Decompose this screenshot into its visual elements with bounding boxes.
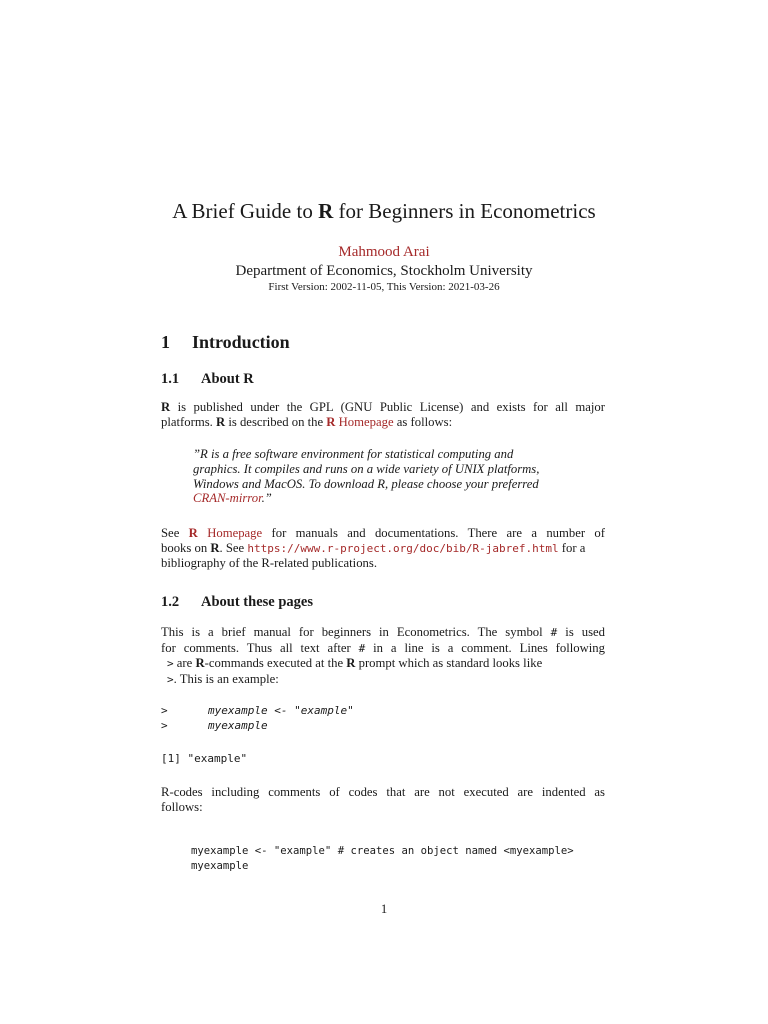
prompt-symbol: >: [167, 672, 174, 686]
text-run: . See: [219, 540, 248, 555]
author-link[interactable]: Mahmood Arai: [338, 244, 430, 260]
subsection-heading-about-r: [161, 369, 254, 389]
link-bold-r: R: [188, 526, 198, 540]
code-command: myexample <- "example": [208, 704, 354, 717]
bold-r: R: [210, 540, 220, 555]
bold-r: R: [215, 414, 226, 429]
quote-line: Windows and MacOS. To download R, please choose your preferred: [193, 476, 539, 491]
paragraph-line: [161, 656, 605, 672]
prompt-symbol: >: [161, 719, 168, 732]
paragraph-manuals: [161, 526, 605, 571]
text-run: for comments. Thus all text after: [161, 640, 359, 655]
cran-mirror-link[interactable]: CRAN-mirror: [193, 491, 262, 506]
paragraph-line: [161, 672, 605, 688]
text-run: is used: [557, 625, 606, 639]
link-bold-r: R: [326, 414, 336, 429]
blockquote-r-description: [193, 447, 574, 506]
section-number: 1: [161, 332, 170, 352]
section-heading-introduction: [161, 330, 290, 354]
hash-symbol: #: [358, 641, 366, 655]
page-number: 1: [380, 902, 388, 916]
section-title: Introduction: [192, 332, 290, 352]
paragraph-line: R-codes including comments of codes that are not executed are indented as: [161, 785, 605, 799]
prompt-symbol: >: [161, 704, 168, 717]
code-output: [1] "example": [161, 752, 248, 765]
prompt-symbol: >: [167, 657, 174, 671]
text-run: See: [161, 526, 189, 540]
paragraph-line: [161, 526, 605, 541]
paragraph-line: [161, 641, 605, 657]
paragraph-line: follows:: [161, 799, 203, 814]
r-homepage-link[interactable]: [189, 526, 262, 540]
code-line: myexample: [191, 860, 249, 872]
subsection-heading-about-these-pages: [161, 592, 313, 612]
code-line: myexample <- "example" # creates an object named <myexample>: [191, 845, 574, 857]
text-run: .”: [261, 491, 272, 506]
title-pre: A Brief Guide to: [172, 199, 319, 223]
subsection-number: 1.1: [161, 371, 180, 387]
quote-line: graphics. It compiles and runs on a wide variety of UNIX platforms,: [193, 461, 540, 476]
text-run: books on: [161, 540, 211, 555]
text-run: . This is an example:: [173, 671, 279, 686]
code-command: myexample: [208, 719, 268, 732]
text-run: platforms.: [161, 414, 216, 429]
text-run: This is a brief manual for beginners in Econometrics. The symbol: [161, 625, 551, 639]
text-run: in a line is a comment. Lines following: [365, 640, 605, 655]
text-run: for manuals and documentations. There are a number of: [262, 526, 605, 540]
hash-symbol: #: [550, 626, 558, 639]
affiliation: Department of Economics, Stockholm University: [235, 263, 533, 279]
paragraph-line: [161, 400, 605, 415]
title-post: for Beginners in Econometrics: [333, 199, 596, 223]
paragraph-line: [161, 541, 605, 557]
text-run: for a: [558, 540, 586, 555]
bold-r: R: [195, 656, 205, 671]
bold-r: R: [161, 400, 171, 414]
subsection-title: About these pages: [201, 594, 313, 610]
paragraph-indented-codes: [161, 785, 605, 814]
text-run: -commands executed at the: [204, 656, 347, 671]
quote-line: [193, 491, 574, 506]
text-run: is published under the GPL (GNU Public License) and exists for all major: [170, 400, 605, 414]
paragraph-about-r: [161, 400, 605, 429]
text-run: is described on the: [225, 414, 327, 429]
bold-r: R: [346, 656, 356, 671]
paragraph-about-pages: [161, 625, 605, 687]
text-run: are: [173, 656, 196, 671]
text-run: as follows:: [393, 414, 453, 429]
code-block-example: [161, 703, 354, 733]
subsection-title: About R: [201, 371, 254, 387]
document-title: [0, 197, 768, 225]
paragraph-line: [161, 625, 605, 641]
quote-line: ”R is a free software environment for statistical computing and: [193, 447, 514, 461]
version-line: First Version: 2002-11-05, This Version: 2021-03-26: [268, 281, 500, 293]
jabref-url-link[interactable]: https://www.r-project.org/doc/bib/R-jabref.html: [247, 541, 559, 555]
paragraph-line: [161, 415, 605, 430]
link-text: Homepage: [197, 526, 263, 540]
title-r: R: [318, 199, 334, 223]
subsection-number: 1.2: [161, 594, 180, 610]
link-text: Homepage: [335, 414, 394, 429]
code-line: [161, 718, 354, 733]
r-homepage-link[interactable]: [326, 415, 393, 429]
code-block-indented: [191, 844, 574, 874]
paragraph-line: bibliography of the R-related publications.: [161, 556, 377, 571]
code-line: [161, 703, 354, 718]
text-run: prompt which as standard looks like: [355, 656, 543, 671]
